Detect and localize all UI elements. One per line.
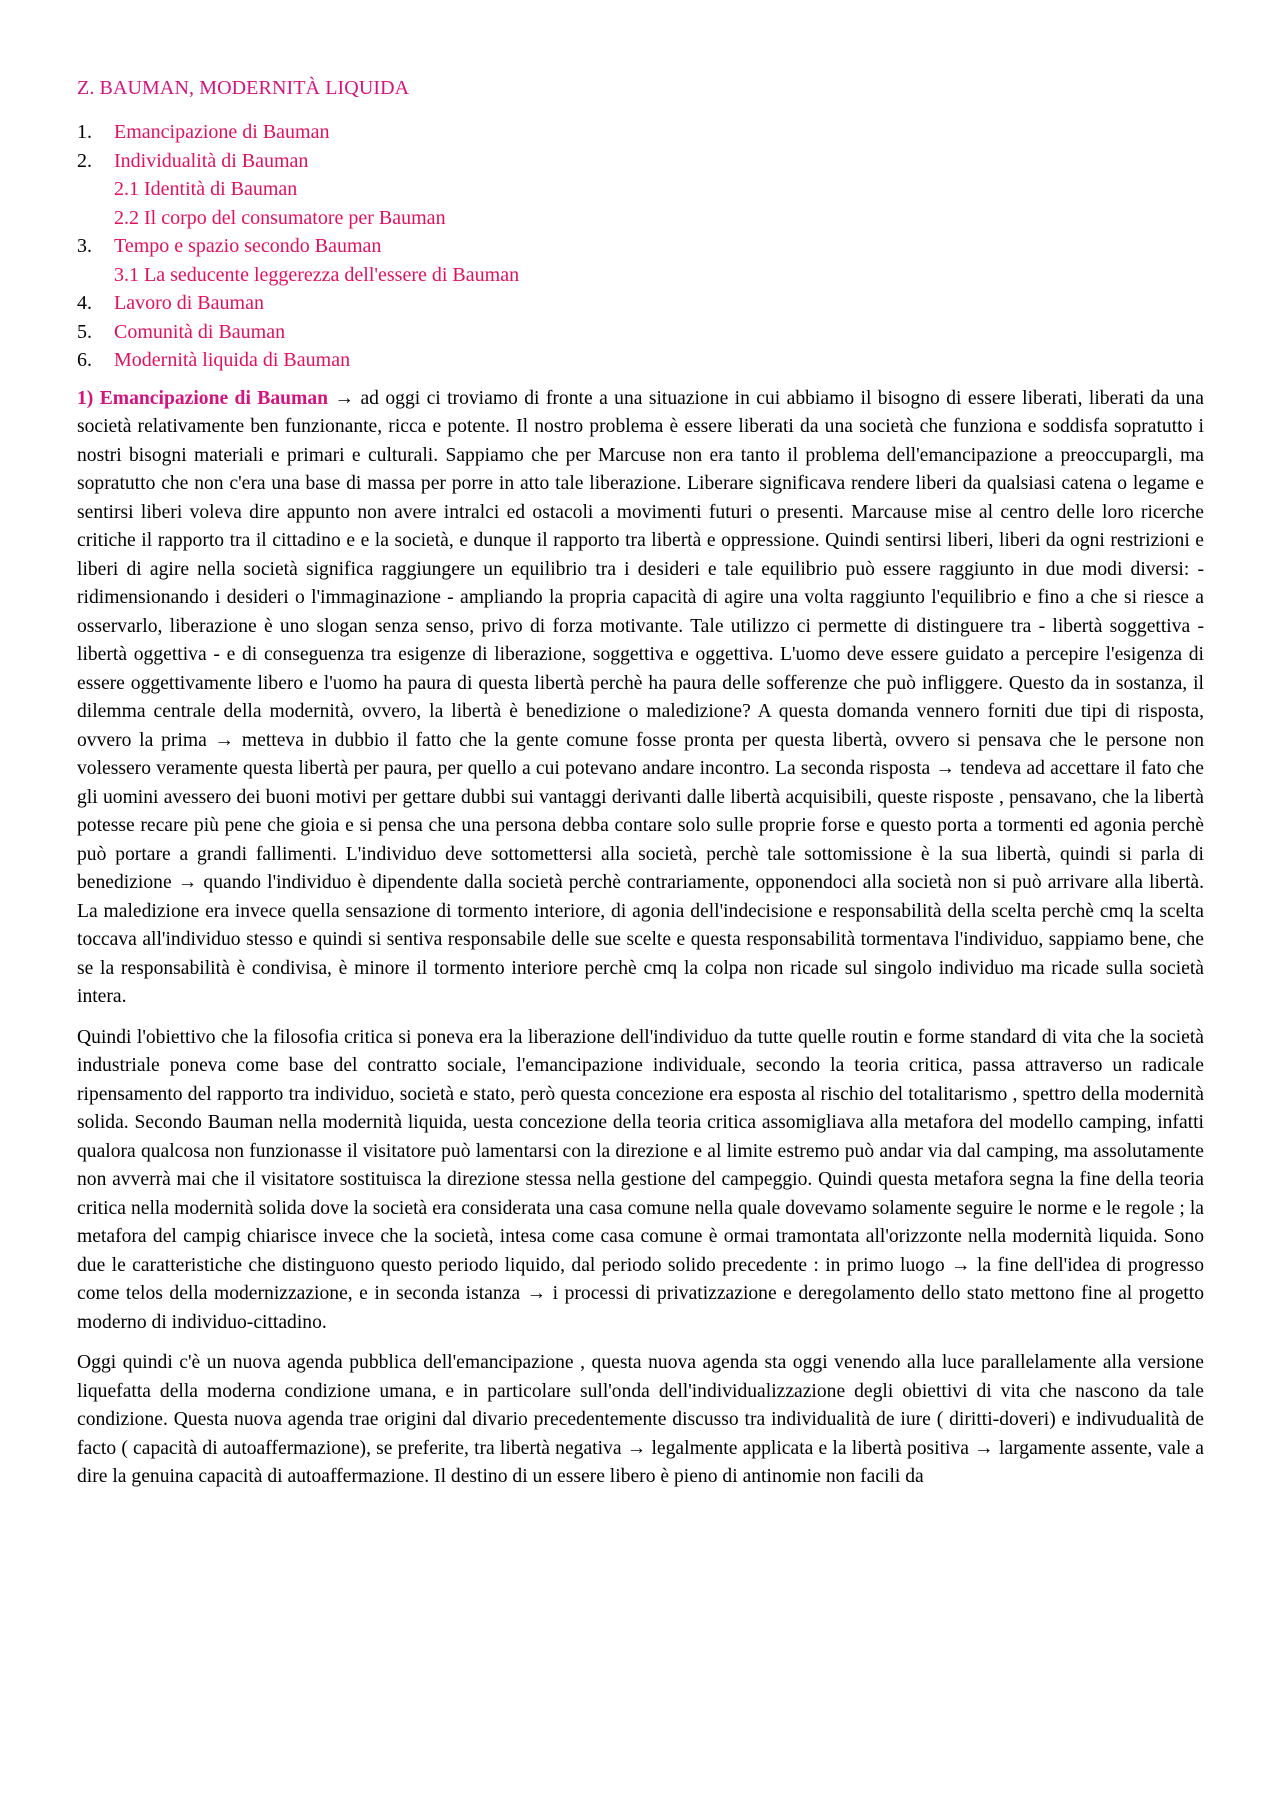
body-paragraph-3: Oggi quindi c'è un nuova agenda pubblica dell'emancipazione , questa nuova agenda sta oggi venendo alla luce parallelamente alla versione liquefatta della moderna condizione umana, e in particolare sull'onda dell'individualizzazione degli obiettivi di vita che nascono da tale condizione. Questa nuova agenda trae origini dal divario precedentemente discusso tra individualità de iure ( diritti-doveri) e indivudualità de facto ( capacità di autoaffermazione), se preferite, tra libertà negativa → legalmente applicata e la libertà positiva → largamente assente, vale a dire la genuina capacità di autoaffermazione. Il destino di un essere libero è pieno di antinomie non facili da — [77, 1352, 1204, 1487]
toc-item[interactable] — [77, 346, 1204, 375]
toc-label: Lavoro di Bauman — [114, 292, 264, 314]
document-title: Z. BAUMAN, MODERNITÀ LIQUIDA — [77, 77, 410, 99]
section-1-text: → ad oggi ci troviamo di fronte a una situazione in cui abbiamo il bisogno di essere liberati, liberati da una società relativamente ben funzionante, ricca e potente. Il nostro problema è essere liberati da una società che funziona e soddisfa sopratutto i nostri bisogni materiali e primari e culturali. Sappiamo che per Marcuse non era tanto il problema dell'emancipazione a preoccupargli, ma sopratutto che non c'era una base di massa per porre in atto tale liberazione. Liberare significava rendere liberi da qualsiasi catena o legame e sentirsi liberi voleva dire appunto non avere intralci ed ostacoli a movimenti futuri o presenti. Marcause mise al centro delle loro ricerche critiche il rapporto tra il cittadino e e la società, e dunque il rapporto tra libertà e oppressione. Quindi sentirsi liberi, liberi da ogni restrizioni e liberi di agire nella società significa raggiungere un equilibrio tra i desideri e tale equilibrio può essere raggiunto in due modi diversi: ‑ ridimensionando i desideri o l'immaginazione ‑ ampliando la propria capacità di agire una volta raggiunto l'equilibrio e fino a che si riesce a osservarlo, liberazione è uno slogan senza senso, privo di forza motivante. Tale utilizzo ci permette di distinguere tra ‑ libertà soggettiva ‑ libertà oggettiva ‑ e di conseguenza tra esigenze di liberazione, soggettiva e oggettiva. L'uomo deve essere guidato a percepire l'esigenza di essere oggettivamente libero e l'uomo ha paura di questa libertà perchè ha paura delle sofferenze che può infliggere. Questo da in sostanza, il dilemma centrale della modernità, ovvero, la libertà è benedizione o maledizione? A questa domanda vennero forniti due tipi di risposta, ovvero la prima → metteva in dubbio il fatto che la gente comune fosse pronta per questa libertà, ovvero si pensava che le persone non volessero veramente questa libertà per paura, per quello a cui potevano andare incontro. La seconda risposta → tendeva ad accettare il fato che gli uomini avessero dei buoni motivi per gettare dubbi sui vantaggi derivanti dalle libertà acquisibili, queste risposte , pensavano, che la libertà potesse recare più pene che gioia e si pensa che una persona debba contare solo sulle proprie forse e questo porta a tormenti ed agonia perchè può portare a grandi fallimenti. L'individuo deve sottomettersi alla società, perchè tale sottomissione è la sua libertà, quindi si parla di benedizione → quando l'individuo è dipendente dalla società perchè contrariamente, opponendoci alla società non si può arrivare alla libertà. La maledizione era invece quella sensazione di tormento interiore, di agonia dell'indecisione e responsabilità della scelta perchè cmq la scelta toccava all'individuo stesso e quindi si sentiva responsabile delle sue scelte e questa responsabilità tormentava l'individuo, sappiamo bene, che se la responsabilità è condivisa, è minore il tormento interiore perchè cmq la colpa non ricade sul singolo individuo ma ricade sulla società intera. — [77, 387, 1204, 1007]
toc-number: 4. — [77, 292, 92, 314]
section-1-paragraph — [77, 385, 1204, 1012]
toc-item[interactable] — [77, 289, 1204, 318]
toc-label: Modernità liquida di Bauman — [114, 349, 351, 371]
toc-item[interactable] — [77, 232, 1204, 261]
toc-number: 3. — [77, 235, 92, 257]
body-paragraph-2: Quindi l'obiettivo che la filosofia critica si poneva era la liberazione dell'individuo da tutte quelle routin e forme standard di vita che la società industriale poneva come base del contratto sociale, l'emancipazione individuale, secondo la teoria critica, passa attraverso un radicale ripensamento del rapporto tra individuo, società e stato, però questa concezione era esposta al rischio del totalitarismo , spettro della modernità solida. Secondo Bauman nella modernità liquida, uesta concezione della teoria critica assomigliava alla metafora del modello camping, infatti qualora qualcosa non funzionasse il visitatore può lamentarsi con la direzione e al limite estremo può andar via dal camping, ma assolutamente non avverrà mai che il visitatore sostituisca la direzione stessa nella gestione del campeggio. Quindi questa metafora segna la fine della teoria critica nella modernità solida dove la società era considerata una casa comune nella quale dovevamo solamente seguire le norme e le regole ; la metafora del campig chiarisce invece che la società, intesa come casa comune è ormai tramontata all'orizzonte nella modernità liquida. Sono due le caratteristiche che distinguono questo periodo liquido, dal periodo solido precedente : in primo luogo → la fine dell'idea di progresso come telos della modernizzazione, e in seconda istanza → i processi di privatizzazione e deregolamento dello stato mettono fine al progetto moderno di individuo-cittadino. — [77, 1026, 1204, 1333]
toc-subitem[interactable] — [77, 175, 1204, 204]
toc-item[interactable] — [77, 147, 1204, 176]
toc-subitem[interactable] — [77, 261, 1204, 290]
toc-label: 3.1 La seducente leggerezza dell'essere di Bauman — [114, 263, 520, 286]
toc-number: 6. — [77, 349, 92, 371]
toc-label: 2.2 Il corpo del consumatore per Bauman — [114, 206, 446, 229]
toc-item[interactable] — [77, 318, 1204, 347]
toc-number: 2. — [77, 149, 92, 172]
toc-item[interactable] — [77, 118, 1204, 147]
toc-label: Comunità di Bauman — [114, 320, 286, 343]
toc-subitem[interactable] — [77, 204, 1204, 233]
toc-number: 1. — [77, 121, 92, 143]
toc-label: 2.1 Identità di Bauman — [114, 178, 298, 200]
toc-number: 5. — [77, 320, 92, 343]
section-1-heading: 1) Emancipazione di Bauman — [77, 387, 329, 409]
toc-label: Tempo e spazio secondo Bauman — [114, 235, 382, 257]
toc-label: Emancipazione di Bauman — [114, 121, 330, 143]
table-of-contents — [77, 118, 1204, 375]
toc-label: Individualità di Bauman — [114, 149, 309, 172]
